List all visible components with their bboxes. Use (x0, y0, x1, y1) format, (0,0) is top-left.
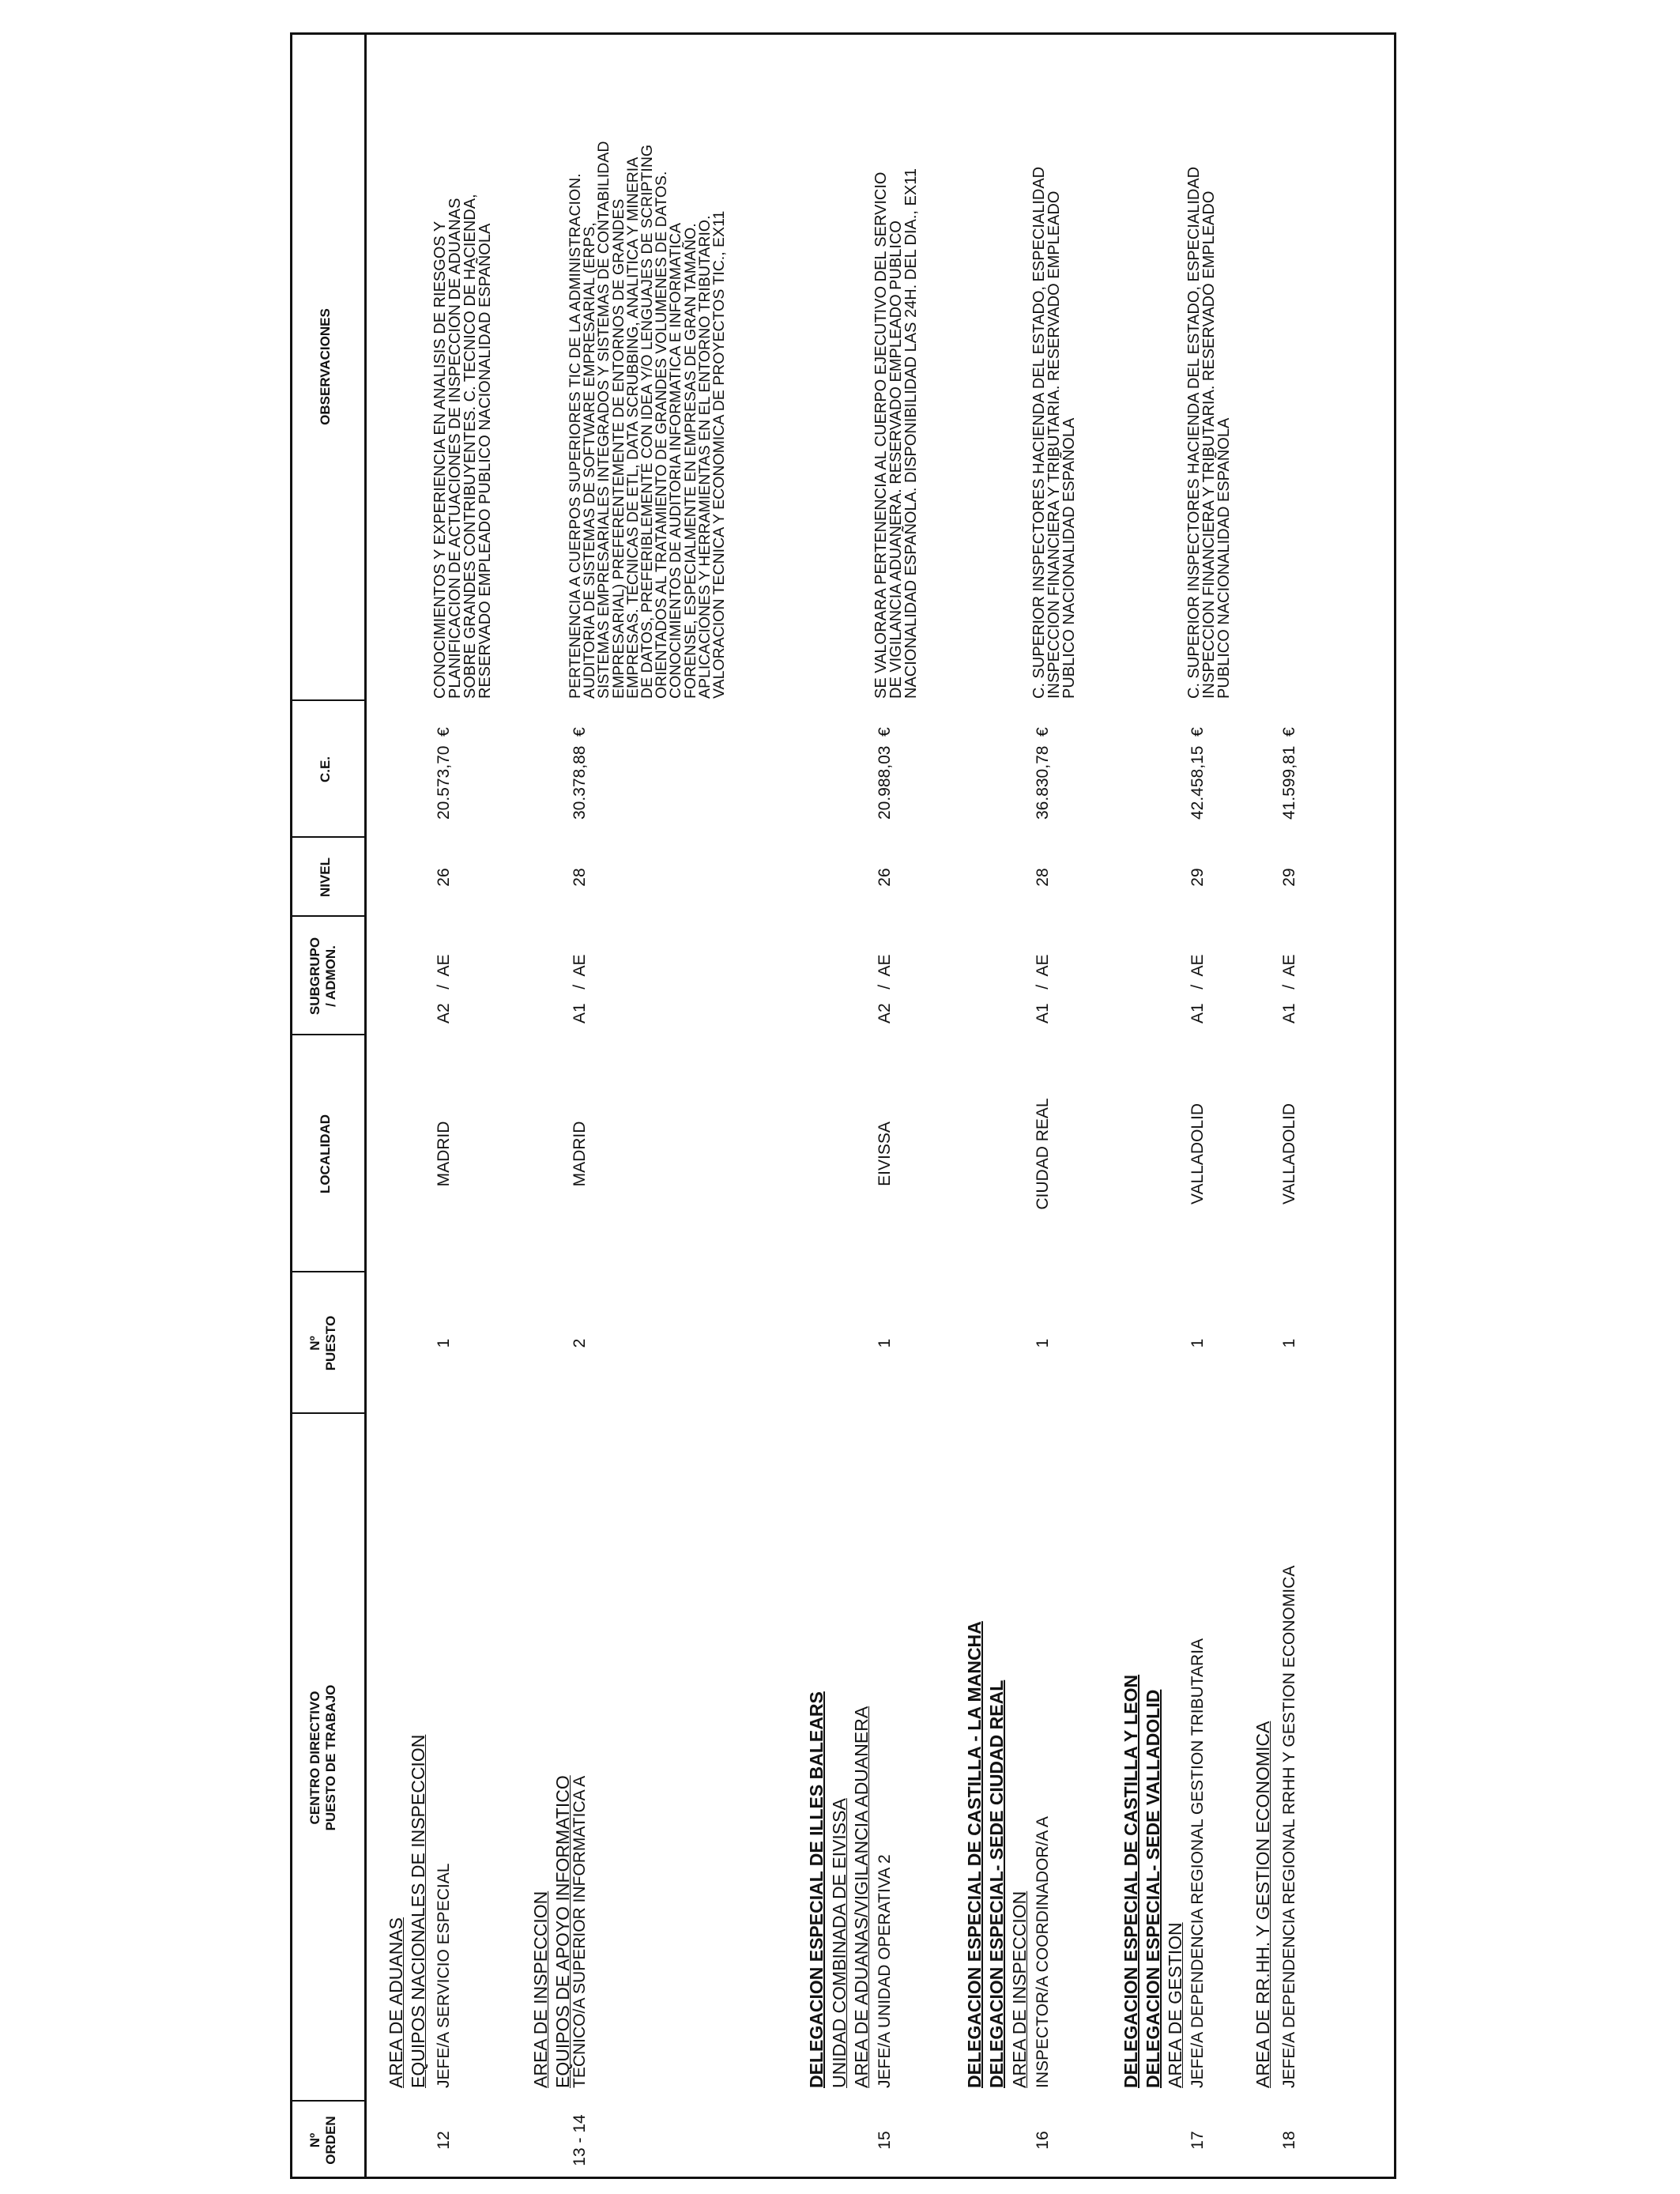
header-ce: C.E. (318, 756, 333, 783)
row-12-nivel: 26 (435, 868, 453, 887)
row-15-localidad: EIVISSA (876, 1122, 894, 1186)
row-13-14-puesto: TECNICO/A SUPERIOR INFORMATICA A (571, 1775, 589, 2088)
row-15-nivel: 26 (876, 868, 894, 887)
row-13-14-observaciones: PERTENENCIA A CUERPOS SUPERIORES TIC DE LA ADMINISTRACION. AUDITORIA DE SISTEMAS DE SOFTWARE EMPRESARIAL (ERPS, SISTEMAS EMPRESARIALES INTEGRADOS Y SISTEMAS DE CONTABILIDAD EMPRESARIAL) PREFERENTEMENTE DE ENTORNOS DE GRANDES EMPRESAS. TECNICAS DE ETL, DATA SCRUBBING, ANALITICA Y MINERIA DE DATOS, PREFERIBLEMENTE CON IDEA Y/O LENGUAJES DE SCRIPTING ORIENTADOS AL TRATAMIENTO DE GRANDES VOLUMENES DE DATOS. CONOCIMIENTOS DE AUDITORIA INFORMATICA E INFORMATICA FORENSE, ESPECIALMENTE EN EMPRESAS DE GRAN TAMAÑO. APLICACIONES Y HERRAMIENTAS EN EL ENTORNO TRIBUTARIO. VALORACION TECNICA Y ECONOMICA DE PROYECTOS TIC., EX11 (567, 141, 729, 699)
row-16-ce: 36.830,78 € (1034, 727, 1052, 820)
row-18-nivel: 29 (1280, 868, 1298, 887)
header-observaciones: OBSERVACIONES (318, 308, 333, 425)
row-15-ce: 20.988,03 € (876, 727, 894, 820)
header-puesto: Nº PUESTO (307, 1315, 338, 1371)
group-area-gestion: AREA DE GESTION (1165, 1922, 1185, 2088)
row-18-puesto: JEFE/A DEPENDENCIA REGIONAL RRHH Y GESTION ECONOMICA (1280, 1565, 1298, 2088)
row-13-14-orden: 13 - 14 (571, 2114, 589, 2166)
row-15-num: 1 (876, 1338, 894, 1348)
row-12-orden: 12 (435, 2131, 453, 2150)
row-13-14-nivel: 28 (571, 868, 589, 887)
row-17-ce: 42.458,15 € (1188, 727, 1207, 820)
group-area-inspeccion: AREA DE INSPECCION (530, 1891, 551, 2088)
header-subgrupo: SUBGRUPO / ADMON. (307, 937, 338, 1016)
row-15-puesto: JEFE/A UNIDAD OPERATIVA 2 (876, 1854, 894, 2088)
header-nivel: NIVEL (318, 857, 333, 898)
row-16-localidad: CIUDAD REAL (1034, 1098, 1052, 1210)
row-17-observaciones: C. SUPERIOR INSPECTORES HACIENDA DEL ESTADO, ESPECIALIDAD INSPECCION FINANCIERA Y TRIBUTARIA. RESERVADO EMPLEADO PUBLICO NACIONALIDAD ESPAÑOLA (1185, 166, 1233, 699)
row-18-ce: 41.599,81 € (1280, 727, 1298, 820)
row-16-puesto: INSPECTOR/A COORDINADOR/A A (1034, 1816, 1052, 2088)
group-equipos-apoyo: EQUIPOS DE APOYO INFORMATICO (552, 1775, 573, 2088)
row-16-observaciones: C. SUPERIOR INSPECTORES HACIENDA DEL ESTADO, ESPECIALIDAD INSPECCION FINANCIERA Y TRIBUTARIA. RESERVADO EMPLEADO PUBLICO NACIONALIDAD ESPAÑOLA (1030, 166, 1078, 699)
group-area-inspeccion-cr: AREA DE INSPECCION (1009, 1891, 1030, 2088)
row-13-14-subgrupo: A1 / AE (571, 954, 589, 1023)
row-16-orden: 16 (1034, 2131, 1052, 2150)
row-12-subgrupo: A2 / AE (435, 954, 453, 1023)
table-top-border (290, 32, 292, 2179)
group-sede-valladolid: DELEGACION ESPECIAL- SEDE VALLADOLID (1143, 1689, 1163, 2088)
row-13-14-num: 2 (571, 1338, 589, 1348)
header-localidad: LOCALIDAD (318, 1114, 333, 1194)
row-17-orden: 17 (1188, 2131, 1207, 2150)
row-12-localidad: MADRID (435, 1121, 453, 1187)
row-13-14-localidad: MADRID (571, 1121, 589, 1187)
row-18-num: 1 (1280, 1338, 1298, 1348)
row-18-localidad: VALLADOLID (1280, 1103, 1298, 1204)
group-unidad-eivissa: UNIDAD COMBINADA DE EIVISSA (829, 1798, 849, 2088)
row-15-subgrupo: A2 / AE (876, 954, 894, 1023)
group-delegacion-illes-balears: DELEGACION ESPECIAL DE ILLES BALEARS (806, 1691, 827, 2088)
row-12-puesto: JEFE/A SERVICIO ESPECIAL (435, 1863, 453, 2088)
group-delegacion-castilla-y-leon: DELEGACION ESPECIAL DE CASTILLA Y LEON (1121, 1674, 1141, 2088)
row-17-subgrupo: A1 / AE (1188, 954, 1207, 1023)
row-12-observaciones: CONOCIMIENTOS Y EXPERIENCIA EN ANALISIS DE RIESGOS Y PLANIFICACION DE ACTUACIONES DE INSPECCION DE ADUANAS SOBRE GRANDES CONTRIBUYENTES. C. TECNICO DE HACIENDA, RESERVADO EMPLEADO PUBLICO NACIONALIDAD ESPAÑOLA (431, 194, 494, 699)
group-area-aduanas-vigilancia: AREA DE ADUANAS/VIGILANCIA ADUANERA (851, 1706, 872, 2088)
row-12-ce: 20.573,70 € (435, 727, 453, 820)
row-18-orden: 18 (1280, 2131, 1298, 2150)
group-delegacion-castilla-la-mancha: DELEGACION ESPECIAL DE CASTILLA - LA MANCHA (964, 1621, 985, 2088)
header-centro: CENTRO DIRECTIVO PUESTO DE TRABAJO (307, 1684, 338, 1831)
row-16-subgrupo: A1 / AE (1034, 954, 1052, 1023)
group-area-aduanas: AREA DE ADUANAS (386, 1917, 406, 2088)
group-equipos-nacionales: EQUIPOS NACIONALES DE INSPECCION (408, 1734, 428, 2088)
row-17-nivel: 29 (1188, 868, 1207, 887)
row-16-nivel: 28 (1034, 868, 1052, 887)
row-18-subgrupo: A1 / AE (1280, 954, 1298, 1023)
row-15-observaciones: SE VALORARA PERTENENCIA AL CUERPO EJECUTIVO DEL SERVICIO DE VIGILANCIA ADUANERA. RESERVADO EMPLEADO PUBLICO NACIONALIDAD ESPAÑOLA. DISPONIBILIDAD LAS 24H. DEL DIA., EX11 (872, 168, 920, 699)
row-17-num: 1 (1188, 1338, 1207, 1348)
row-17-puesto: JEFE/A DEPENDENCIA REGIONAL GESTION TRIBUTARIA (1188, 1638, 1207, 2088)
header-separator (364, 32, 367, 2179)
group-sede-ciudad-real: DELEGACION ESPECIAL- SEDE CIUDAD REAL (986, 1679, 1007, 2088)
row-17-localidad: VALLADOLID (1188, 1103, 1207, 1204)
group-area-rrhh: AREA DE RR.HH. Y GESTION ECONOMICA (1252, 1721, 1273, 2088)
row-13-14-ce: 30.378,88 € (571, 727, 589, 820)
row-12-num: 1 (435, 1338, 453, 1348)
row-15-orden: 15 (876, 2131, 894, 2150)
header-orden: Nº ORDEN (307, 2116, 338, 2165)
row-16-num: 1 (1034, 1338, 1052, 1348)
rotated-table-page (290, 32, 1396, 2179)
